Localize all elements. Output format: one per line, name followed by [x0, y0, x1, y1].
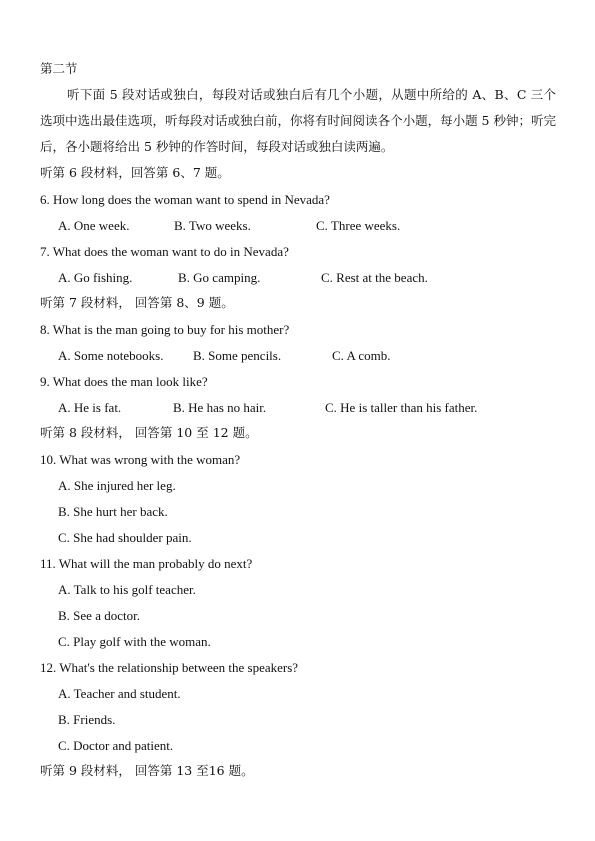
q10-option-b: B. She hurt her back.	[58, 504, 168, 519]
q6-option-c: C. Three weeks.	[316, 218, 401, 233]
instructions-paragraph: 听下面 5 段对话或独白，每段对话或独白后有几个小题，从题中所给的 A、B、C 三个选项中选出最佳选项，听每段对话或独白前，你将有时间阅读各个小题，每小题 5 秒钟；听完后，各小题将给出 5 秒钟的作答时间，每段对话或独白读两遍。	[40, 87, 556, 154]
q7-option-b: B. Go camping.	[178, 270, 261, 285]
q10-option-c: C. She had shoulder pain.	[58, 530, 192, 545]
question-8: 8. What is the man going to buy for his mother?	[40, 322, 290, 337]
q7-option-a: A. Go fishing.	[58, 270, 133, 285]
question-12: 12. What's the relationship between the speakers?	[40, 660, 299, 675]
q11-option-a: A. Talk to his golf teacher.	[58, 582, 196, 597]
q12-option-c: C. Doctor and patient.	[58, 738, 174, 753]
question-7: 7. What does the woman want to do in Nevada?	[40, 244, 289, 259]
material-8-heading: 听第 8 段材料， 回答第 10 至 12 题。	[40, 425, 258, 440]
q8-option-c: C. A comb.	[332, 348, 391, 363]
section-title: 第二节	[40, 61, 78, 76]
q8-option-b: B. Some pencils.	[193, 348, 282, 363]
q9-option-b: B. He has no hair.	[173, 400, 267, 415]
material-9-heading: 听第 9 段材料， 回答第 13 至16 题。	[40, 763, 254, 778]
question-10: 10. What was wrong with the woman?	[40, 452, 241, 467]
question-11: 11. What will the man probably do next?	[40, 556, 253, 571]
q6-option-b: B. Two weeks.	[174, 218, 251, 233]
question-6: 6. How long does the woman want to spend in Nevada?	[40, 192, 330, 207]
material-7-heading: 听第 7 段材料， 回答第 8、9 题。	[40, 295, 234, 310]
q6-option-a: A. One week.	[58, 218, 130, 233]
q9-option-a: A. He is fat.	[58, 400, 122, 415]
q9-option-c: C. He is taller than his father.	[325, 400, 478, 415]
q11-option-c: C. Play golf with the woman.	[58, 634, 211, 649]
question-9: 9. What does the man look like?	[40, 374, 208, 389]
q11-option-b: B. See a doctor.	[58, 608, 140, 623]
q10-option-a: A. She injured her leg.	[58, 478, 176, 493]
material-6-heading: 听第 6 段材料，回答第 6、7 题。	[40, 165, 230, 180]
q8-option-a: A. Some notebooks.	[58, 348, 164, 363]
q12-option-b: B. Friends.	[58, 712, 116, 727]
q7-option-c: C. Rest at the beach.	[321, 270, 428, 285]
q12-option-a: A. Teacher and student.	[58, 686, 181, 701]
